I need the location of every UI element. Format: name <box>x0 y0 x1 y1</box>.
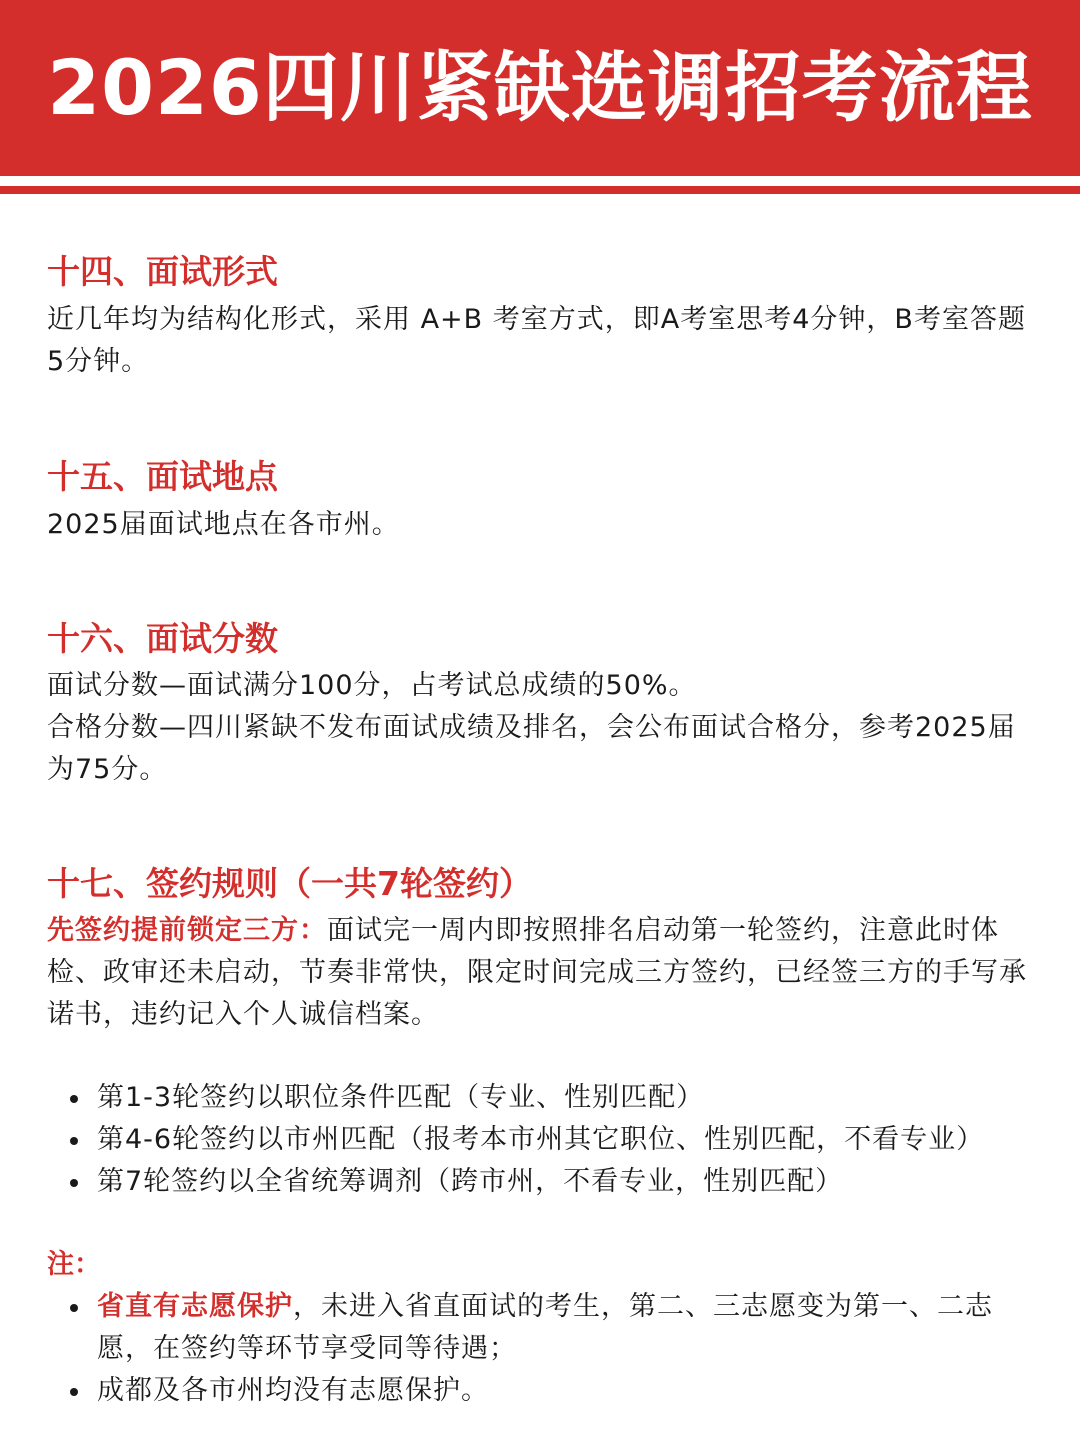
section-text-interview-location: 2025届面试地点在各市州。 <box>47 509 400 540</box>
notes-list <box>47 1286 1037 1412</box>
bullet-icon <box>70 1304 78 1312</box>
list-item <box>47 1286 1037 1370</box>
list-item-text: 第1-3轮签约以职位条件匹配（专业、性别匹配） <box>97 1082 705 1113</box>
signing-lead-text: 面试完一周内即按照排名启动第一轮签约，注意此时体检、政审还未启动，节奏非常快，限定时间完成三方签约，已经签三方的手写承诺书，违约记入个人诚信档案。 <box>47 915 1027 1030</box>
section-text-signing-lead <box>47 910 1037 1036</box>
bullet-icon <box>70 1137 78 1145</box>
signing-lead-label: 先签约提前锁定三方： <box>47 915 327 946</box>
note-highlight: 省直有志愿保护 <box>97 1291 293 1322</box>
list-item <box>47 1161 1037 1203</box>
signing-rounds-list <box>47 1077 1037 1203</box>
section-text-full-score: 面试分数—面试满分100分，占考试总成绩的50%。 <box>47 670 697 701</box>
page-title: 2026四川紧缺选调招考流程 <box>47 43 1033 132</box>
note-label: 注： <box>47 1249 101 1280</box>
bullet-icon <box>70 1388 78 1396</box>
list-item <box>47 1119 1037 1161</box>
list-item <box>47 1370 1037 1412</box>
list-item-text: 第7轮签约以全省统筹调剂（跨市州，不看专业，性别匹配） <box>97 1166 844 1197</box>
section-title-interview-location: 十五、面试地点 <box>47 457 278 496</box>
header-divider <box>0 186 1080 194</box>
title-banner <box>0 0 1080 176</box>
section-text-pass-score: 合格分数—四川紧缺不发布面试成绩及排名，会公布面试合格分，参考2025届为75分。 <box>47 712 1016 785</box>
note-text: ，未进入省直面试的考生，第二、三志愿变为第一、二志愿，在签约等环节享受同等待遇； <box>97 1291 993 1364</box>
list-item-text: 第4-6轮签约以市州匹配（报考本市州其它职位、性别匹配，不看专业） <box>97 1124 985 1155</box>
section-title-interview-format: 十四、面试形式 <box>47 252 278 291</box>
bullet-icon <box>70 1095 78 1103</box>
note-text: 成都及各市州均没有志愿保护。 <box>97 1375 489 1406</box>
section-title-signing-rules: 十七、签约规则（一共7轮签约） <box>47 864 532 903</box>
section-text-interview-format: 近几年均为结构化形式，采用 A+B 考室方式，即A考室思考4分钟，B考室答题5分钟。 <box>47 304 1026 377</box>
list-item <box>47 1077 1037 1119</box>
bullet-icon <box>70 1179 78 1187</box>
section-title-interview-score: 十六、面试分数 <box>47 619 278 658</box>
